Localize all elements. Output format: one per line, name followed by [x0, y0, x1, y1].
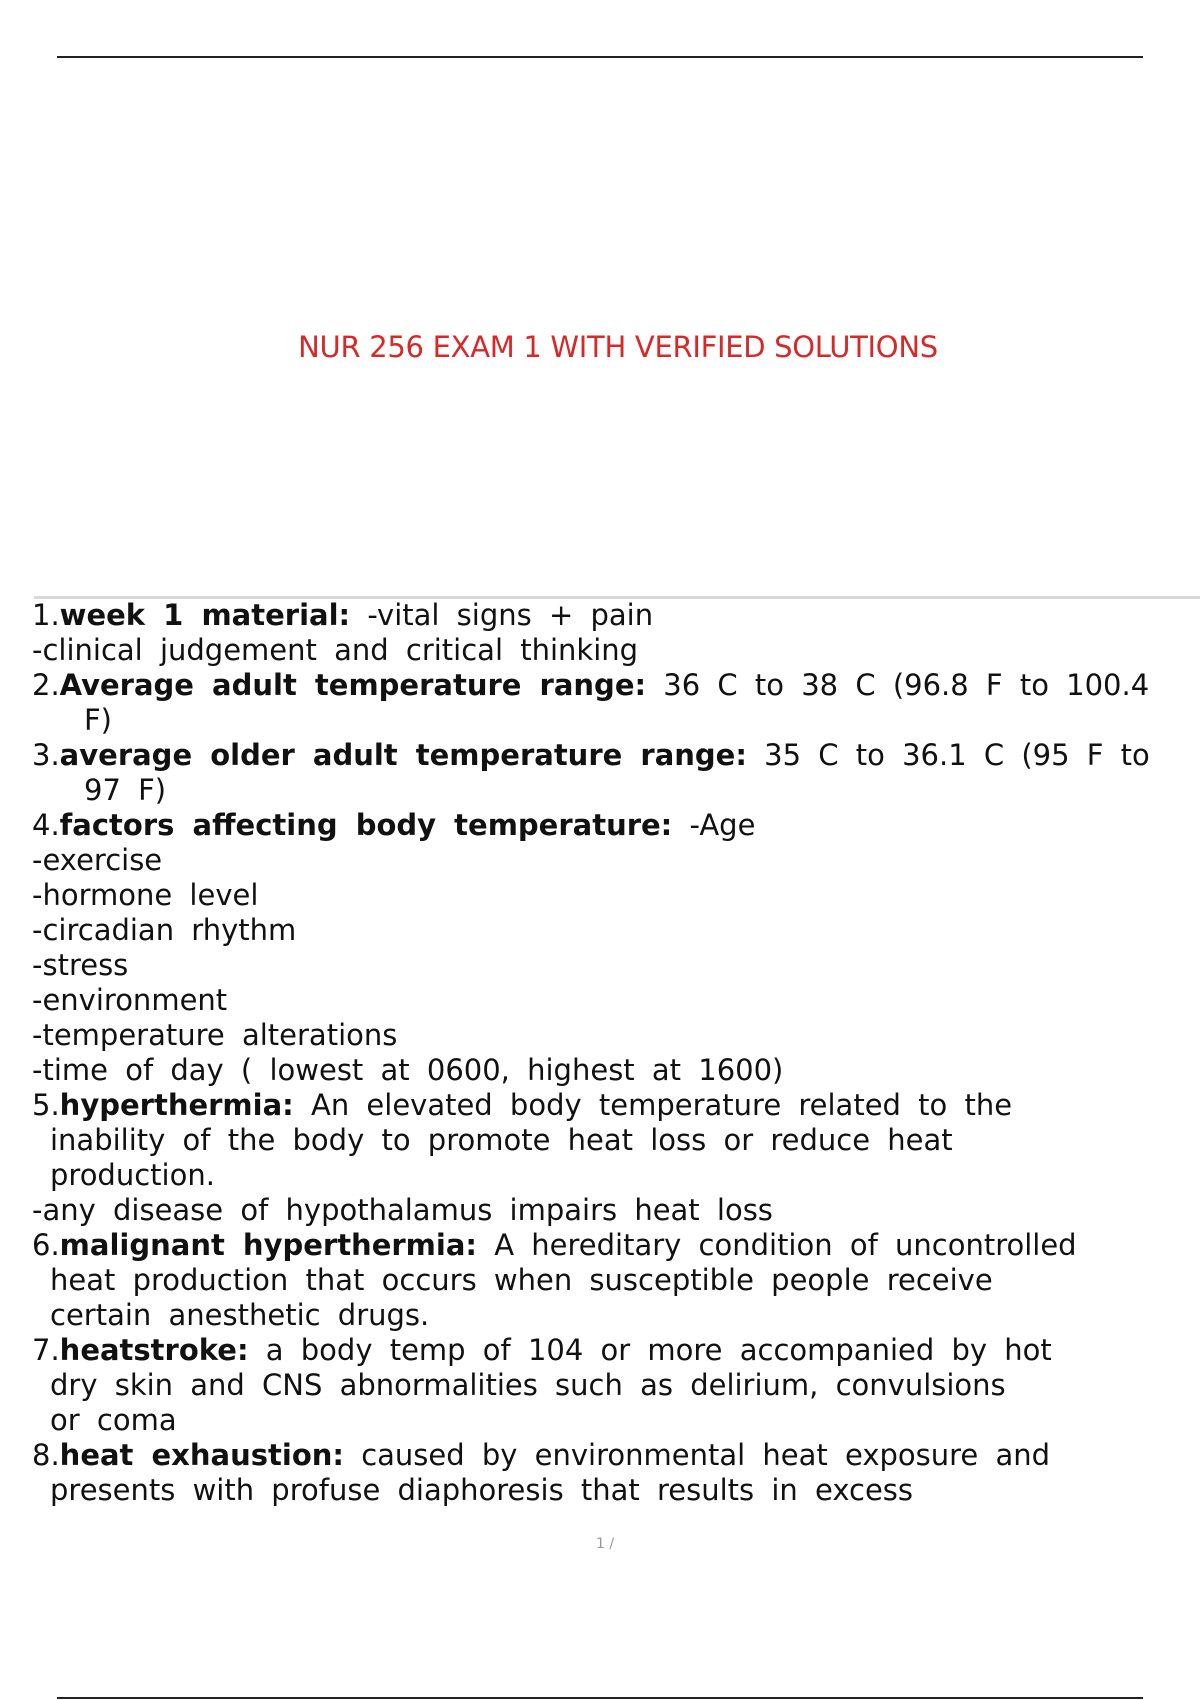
item-extra-line: -time of day ( lowest at 0600, highest at 1600) — [32, 1053, 784, 1087]
item-definition: a body temp of 104 or more accompanied by hot — [248, 1333, 1052, 1367]
page-number: 1 / — [596, 1536, 615, 1552]
item-extra-line: -any disease of hypothalamus impairs heat loss — [32, 1193, 773, 1227]
item-continuation: or coma — [50, 1403, 177, 1437]
item-continuation: production. — [50, 1158, 215, 1192]
item-term: average older adult temperature range: — [59, 738, 747, 772]
item-extra-line: -temperature alterations — [32, 1018, 398, 1052]
list-item — [32, 738, 1200, 808]
item-number: 4. — [32, 808, 60, 842]
item-continuation: certain anesthetic drugs. — [50, 1298, 430, 1332]
item-term: factors affecting body temperature: — [59, 808, 673, 842]
item-continuation: inability of the body to promote heat loss or reduce heat — [50, 1123, 953, 1157]
list-item — [32, 668, 1200, 738]
list-item — [32, 808, 1200, 1088]
item-extra-line: -environment — [32, 983, 228, 1017]
item-extra-line: -circadian rhythm — [32, 913, 297, 947]
footer-rule — [57, 1697, 1143, 1699]
item-number: 5. — [32, 1088, 60, 1122]
flashcard-list — [32, 598, 1200, 1508]
item-extra-line: -stress — [32, 948, 129, 982]
item-definition: -vital signs + pain — [350, 598, 654, 632]
item-continuation: 97 F) — [84, 773, 167, 807]
header-rule — [57, 56, 1143, 58]
item-definition: 36 C to 38 C (96.8 F to 100.4 — [646, 668, 1150, 702]
document-title: NUR 256 EXAM 1 WITH VERIFIED SOLUTIONS — [298, 330, 938, 364]
item-definition: A hereditary condition of uncontrolled — [477, 1228, 1077, 1262]
item-term: malignant hyperthermia: — [59, 1228, 477, 1262]
item-continuation: F) — [84, 703, 112, 737]
item-number: 3. — [32, 738, 60, 772]
list-item — [32, 598, 1200, 668]
item-term: heat exhaustion: — [59, 1438, 344, 1472]
item-definition: An elevated body temperature related to the — [293, 1088, 1013, 1122]
list-item — [32, 1228, 1200, 1333]
item-definition: -Age — [672, 808, 756, 842]
item-extra-line: -hormone level — [32, 878, 259, 912]
list-item — [32, 1088, 1200, 1228]
item-term: week 1 material: — [59, 598, 351, 632]
item-continuation: presents with profuse diaphoresis that results in excess — [50, 1473, 914, 1507]
item-definition: 35 C to 36.1 C (95 F to — [746, 738, 1150, 772]
item-definition: caused by environmental heat exposure and — [343, 1438, 1051, 1472]
item-number: 6. — [32, 1228, 60, 1262]
item-number: 1. — [32, 598, 60, 632]
list-item — [32, 1438, 1200, 1508]
item-number: 2. — [32, 668, 60, 702]
list-item — [32, 1333, 1200, 1438]
item-term: hyperthermia: — [59, 1088, 294, 1122]
item-extra-line: -exercise — [32, 843, 163, 877]
item-extra-line: -clinical judgement and critical thinking — [32, 633, 639, 667]
item-term: heatstroke: — [59, 1333, 249, 1367]
item-number: 8. — [32, 1438, 60, 1472]
item-number: 7. — [32, 1333, 60, 1367]
item-continuation: dry skin and CNS abnormalities such as delirium, convulsions — [50, 1368, 1006, 1402]
item-term: Average adult temperature range: — [59, 668, 647, 702]
item-continuation: heat production that occurs when susceptible people receive — [50, 1263, 993, 1297]
